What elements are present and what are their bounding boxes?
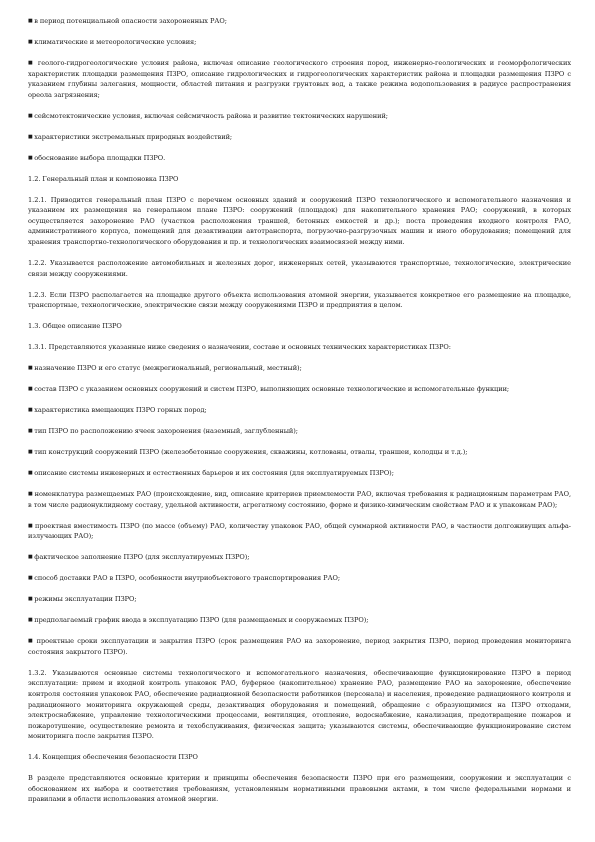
list-item: ■ предполагаемый график ввода в эксплуатацию ПЗРО (для размещаемых и сооружаемых ПЗРО); (28, 615, 571, 626)
list-item: ■ характеристики экстремальных природных воздействий; (28, 132, 571, 143)
paragraph: 1.2.2. Указывается расположение автомобильных и железных дорог, инженерных сетей, указываются транспортные, технологические, электрические связи между сооружениями. (28, 259, 571, 278)
paragraph: 1.2.3. Если ПЗРО располагается на площадке другого объекта использования атомной энергии, указывается конкретное его размещение на площадке, транспортные, технологические, электрические связи между сооружениями ПЗРО и предприятия в целом. (28, 290, 571, 310)
paragraph: В разделе представляются основные критерии и принципы обеспечения безопасности ПЗРО при его размещении, сооружении и эксплуатации с обоснованием их выбора и соответствия требованиям, установленным нормативными правовыми актами, в том числе федеральными нормами и правилами в области использования атомной энергии. (28, 774, 571, 804)
section-heading: 1.4. Концепция обеспечения безопасности ПЗРО (28, 753, 198, 762)
list-item: ■ описание системы инженерных и естественных барьеров и их состояния (для эксплуатируемых ПЗРО); (28, 468, 571, 479)
list-item: ■ в период потенциальной опасности захороненных РАО; (28, 16, 571, 27)
list-item: ■ климатические и метеорологические условия; (28, 37, 571, 48)
list-item: ■ характеристика вмещающих ПЗРО горных пород; (28, 405, 571, 416)
list-item: ■ сейсмотектонические условия, включая сейсмичность района и развитие тектонических нарушений; (28, 111, 571, 122)
list-item: ■ способ доставки РАО в ПЗРО, особенности внутриобъектового транспортирования РАО; (28, 573, 571, 584)
section-heading: 1.2. Генеральный план и компоновка ПЗРО (28, 174, 179, 183)
list-item: ■ назначение ПЗРО и его статус (межрегиональный, региональный, местный); (28, 363, 571, 374)
paragraph: 1.2.1. Приводится генеральный план ПЗРО с перечнем основных зданий и сооружений ПЗРО технологического и вспомогательного назначения и указанием их размещения на генеральном плане ПЗРО: сооружений (площадок) для накопительного хранения РАО; сооружений, в которых осуществляется захоронение РАО (участков расположения траншей, бетонных емкостей и др.); поста проведения входного контроля РАО, административного корпуса, помещений для дезактивации автотранспорта, погрузочно-разгрузочных машин и иного оборудования; помещений для хранения транспортно-технологического оборудования и пр. и технологических взаимосвязей между ними. (28, 195, 571, 247)
paragraph: 1.3.1. Представляются указанные ниже сведения о назначении, составе и основных технических характеристиках ПЗРО: (28, 343, 451, 352)
list-item: ■ тип ПЗРО по расположению ячеек захоронения (наземный, заглубленный); (28, 426, 571, 437)
list-item: ■ обоснование выбора площадки ПЗРО. (28, 153, 571, 164)
list-item: ■ проектная вместимость ПЗРО (по массе (объему) РАО, количеству упаковок РАО, общей суммарной активности РАО, в частности долгоживущих альфа-излучающих РАО); (28, 521, 571, 542)
list-item: ■ состав ПЗРО с указанием основных сооружений и систем ПЗРО, выполняющих основные технологические и вспомогательные функции; (28, 384, 571, 395)
section-heading: 1.3. Общее описание ПЗРО (28, 322, 122, 331)
list-item: ■ геолого-гидрогеологические условия района, включая описание геологического строения пород, инженерно-геологических и геоморфологических характеристик площадки размещения ПЗРО, описание гидрологических и гидрогеологических характеристик района и площадки размещения ПЗРО с указанием глубины залегания, мощности, областей питания и разгрузки грунтовых вод, а также режима водопользования в радиусе распространения ореола загрязнения; (28, 58, 571, 100)
paragraph: 1.3.2. Указываются основные системы технологического и вспомогательного назначения, обеспечивающие функционирование ПЗРО в период эксплуатации: прием и входной контроль упаковок РАО, буферное (накопительное) хранение РАО, размещение РАО на захоронение, обеспечение контроля состояния упаковок РАО, обеспечение радиационной безопасности работников (персонала) и населения, проведение радиационного контроля и радиационного мониторинга окружающей среды, дезактивация оборудования и помещений, обращение с образующимися на ПЗРО отходами, электроснабжение, управление технологическими процессами, вентиляция, отопление, водоснабжение, канализация, предотвращение пожаров и пожаротушение, осуществление ремонта и техобслуживания, физическая защита; указываются системы, обеспечивающие функционирование систем мониторинга после закрытия ПЗРО. (28, 668, 571, 741)
list-item: ■ тип конструкций сооружений ПЗРО (железобетонные сооружения, скважины, котлованы, отвалы, траншеи, колодцы и т.д.); (28, 447, 571, 458)
list-item: ■ проектные сроки эксплуатации и закрытия ПЗРО (срок размещения РАО на захоронение, период закрытия ПЗРО, период проведения мониторинга состояния закрытого ПЗРО). (28, 636, 571, 657)
list-item: ■ фактическое заполнение ПЗРО (для эксплуатируемых ПЗРО); (28, 552, 571, 563)
list-item: ■ номенклатура размещаемых РАО (происхождение, вид, описание критериев приемлемости РАО, включая требования к радиационным параметрам РАО, в том числе радионуклидному составу, удельной активности, агрегатному состоянию, форме и физико-химическим свойствам РАО и к упаковкам РАО); (28, 489, 571, 510)
list-item: ■ режимы эксплуатации ПЗРО; (28, 594, 571, 605)
